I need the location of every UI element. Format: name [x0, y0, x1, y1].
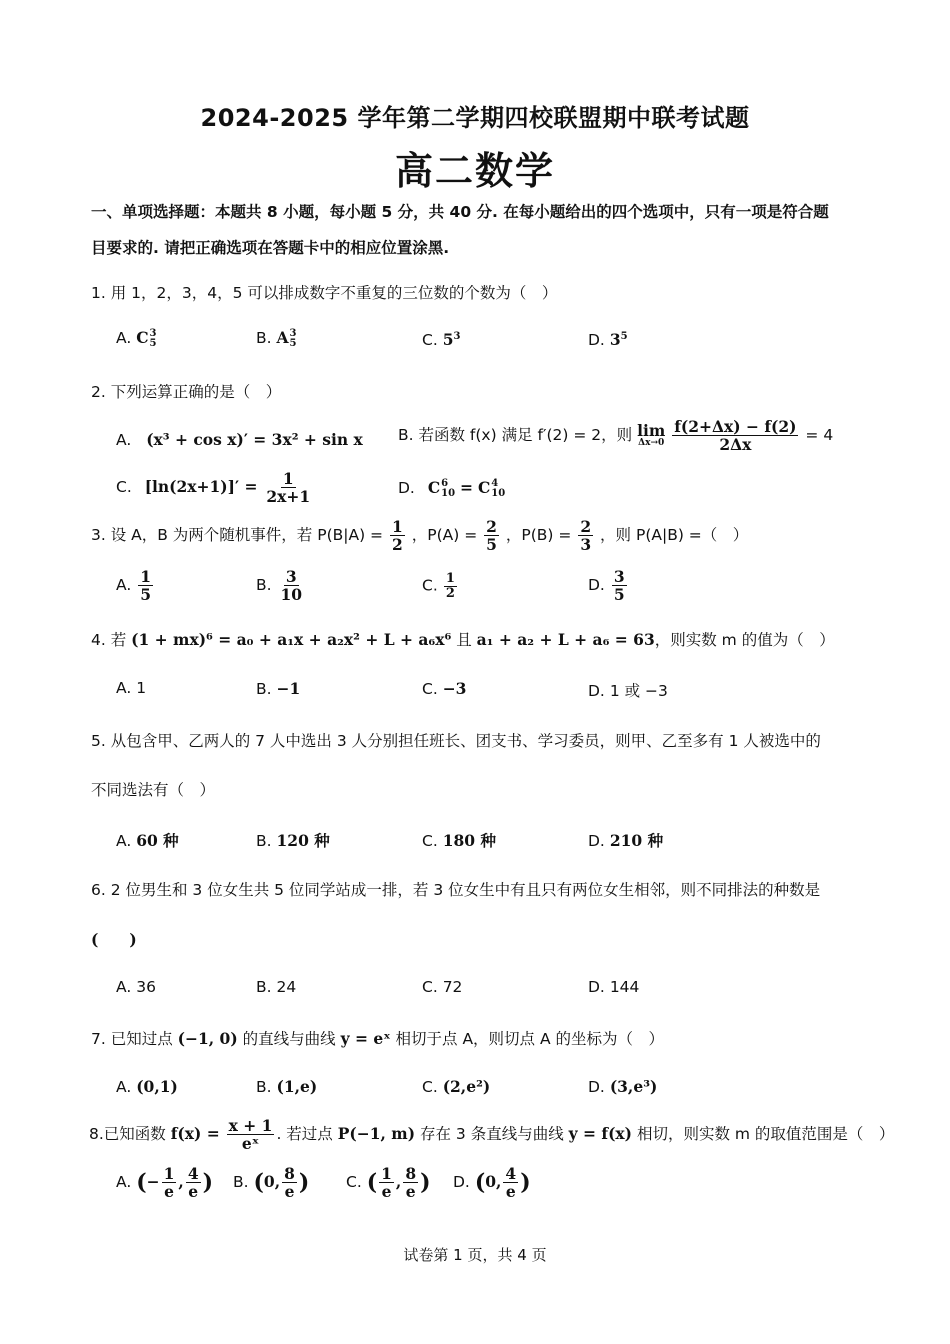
- exam-title: 2024-2025 学年第二学期四校联盟期中联考试题: [200, 104, 750, 132]
- q2-option-c: C. [ln(2x+1)]′ = $\frac{1}{2x+1}$: [116, 469, 311, 507]
- q8-option-b: B. (0, $\frac{8}{e}$ ): [233, 1164, 310, 1202]
- q3-option-c: C. $\frac{1}{2}$: [422, 571, 455, 602]
- q8-option-c: C. ( $\frac{1}{e}$ , $\frac{8}{e}$ ): [346, 1164, 431, 1202]
- q6-option-c: C. 72: [422, 978, 463, 996]
- question-3-stem: 3. 设 A，B 为两个随机事件，若 P(B|A) = $\frac{1}{2}$ ，P(A) = $\frac{2}{5}$ ，P(B) = $\frac{2}{3}$ ，则 P(A|B) =（ ）: [91, 517, 749, 555]
- q3-option-b: B. $\frac{3}{10}$: [256, 567, 303, 605]
- subject-title: 高二数学: [394, 149, 555, 193]
- page-footer: 试卷第 1 页，共 4 页: [403, 1246, 547, 1264]
- q7-option-c: C. (2,e²): [422, 1077, 491, 1096]
- q1-option-d: D. $3^5$: [588, 330, 628, 349]
- q5-option-d: D. 210 种: [588, 831, 664, 850]
- q8-option-a: A. (− $\frac{1}{e}$ , $\frac{4}{e}$ ): [116, 1164, 214, 1202]
- q4-option-d: D. 1 或 −3: [588, 682, 668, 700]
- q4-option-a: A. 1: [116, 679, 147, 697]
- question-5-stem-line1: 5. 从包含甲、乙两人的 7 人中选出 3 人分别担任班长、团支书、学习委员，则甲、乙至多有 1 人被选中的: [91, 732, 821, 750]
- q2-option-b: B. 若函数 f(x) 满足 f′(2) = 2，则 lim Δx→0 $\frac{f(2+\Delta x) - f(2)}{2\Delta x}$ = 4: [398, 417, 834, 455]
- q5-option-a: A. 60 种: [116, 831, 179, 850]
- question-6-stem-line1: 6. 2 位男生和 3 位女生共 5 位同学站成一排，若 3 位女生中有且只有两位女生相邻，则不同排法的种数是: [91, 881, 821, 899]
- q7-option-b: B. (1,e): [256, 1077, 318, 1096]
- q5-option-b: B. 120 种: [256, 831, 330, 850]
- section-instructions-line1: 一、单项选择题：本题共 8 小题，每小题 5 分，共 40 分. 在每小题给出的四个选项中，只有一项是符合题: [91, 203, 829, 221]
- q7-option-d: D. (3,e³): [588, 1077, 658, 1096]
- q7-option-a: A. (0,1): [116, 1077, 178, 1096]
- question-1-stem: 1. 用 1，2，3，4，5 可以排成数字不重复的三位数的个数为（ ）: [91, 284, 558, 302]
- q3-option-d: D. $\frac{3}{5}$: [588, 567, 625, 605]
- q4-option-b: B. −1: [256, 679, 301, 698]
- q6-option-b: B. 24: [256, 978, 297, 996]
- question-2-stem: 2. 下列运算正确的是（ ）: [91, 383, 282, 401]
- q5-option-c: C. 180 种: [422, 831, 496, 850]
- question-6-stem-line2: ( ): [91, 930, 137, 949]
- q2-option-a: A. (x³ + cos x)′ = 3x² + sin x: [116, 430, 363, 449]
- q1-option-c: C. $5^3$: [422, 330, 461, 349]
- q8-option-d: D. (0, $\frac{4}{e}$ ): [453, 1164, 531, 1202]
- question-4-stem: 4. 若 (1 + mx)⁶ = a₀ + a₁x + a₂x² + L + a₆x⁶ 且 a₁ + a₂ + L + a₆ = 63，则实数 m 的值为（ ）: [91, 630, 835, 649]
- q3-option-a: A. $\frac{1}{5}$: [116, 567, 151, 605]
- section-instructions-line2: 目要求的. 请把正确选项在答题卡中的相应位置涂黑.: [91, 239, 450, 257]
- q4-option-c: C. −3: [422, 679, 467, 698]
- q1-option-b: B. A 3 5: [256, 327, 297, 349]
- question-8-stem: 8.已知函数 f(x) = $\frac{x + 1}{\text{eˣ}}$ . 若过点 P(−1, m) 存在 3 条直线与曲线 y = f(x) 相切，则实数 m 的取值范围是（ ）: [89, 1116, 895, 1154]
- q6-option-a: A. 36: [116, 978, 156, 996]
- q6-option-d: D. 144: [588, 978, 640, 996]
- q1-option-a: A. C 3 5: [116, 327, 157, 349]
- question-7-stem: 7. 已知过点 (−1, 0) 的直线与曲线 y = eˣ 相切于点 A，则切点 A 的坐标为（ ）: [91, 1029, 665, 1048]
- q2-option-d: D. C 6 10 = C 4 10: [398, 477, 506, 499]
- question-5-stem-line2: 不同选法有（ ）: [91, 781, 216, 799]
